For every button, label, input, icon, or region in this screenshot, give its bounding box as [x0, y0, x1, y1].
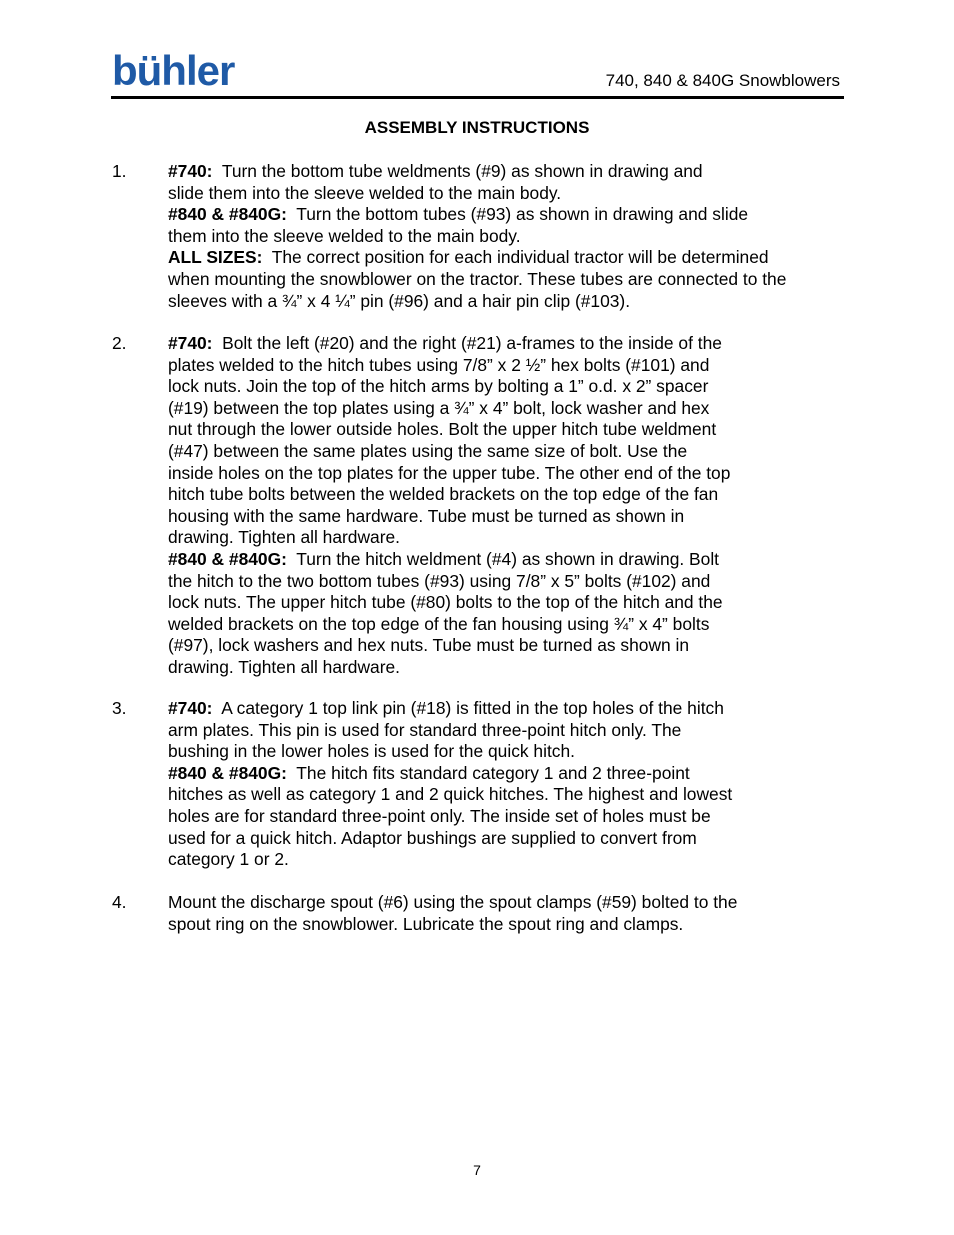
instruction-line — [168, 741, 848, 763]
line-text: hitch tube bolts between the welded brackets on the top edge of the fan — [168, 484, 719, 505]
line-text: lock nuts. The upper hitch tube (#80) bolts to the top of the hitch and the — [168, 592, 723, 613]
line-text: nut through the lower outside holes. Bolt the upper hitch tube weldment — [168, 419, 717, 440]
instruction-line — [168, 484, 848, 506]
instruction-line — [168, 571, 848, 593]
instruction-body — [168, 892, 848, 935]
line-text: The hitch fits standard category 1 and 2 three-point — [296, 762, 690, 783]
line-text: slide them into the sleeve welded to the main body. — [168, 182, 562, 203]
instruction-line — [168, 784, 848, 806]
instruction-line — [168, 698, 848, 720]
model-label: #840 & #840G: — [168, 762, 287, 783]
header-divider — [111, 96, 844, 99]
model-label: #840 & #840G: — [168, 548, 287, 569]
instruction-line — [168, 333, 848, 355]
instruction-line — [168, 635, 848, 657]
product-line-header: 740, 840 & 840G Snowblowers — [605, 71, 840, 90]
model-label: ALL SIZES: — [168, 247, 263, 268]
instruction-number: 4. — [112, 892, 127, 912]
instruction-body — [168, 698, 848, 871]
line-text: hitches as well as category 1 and 2 quick hitches. The highest and lowest — [168, 784, 733, 805]
instruction-number: 1. — [112, 161, 127, 181]
instruction-body — [168, 333, 848, 679]
line-text: category 1 or 2. — [168, 849, 289, 870]
model-label: #840 & #840G: — [168, 204, 287, 225]
model-label: #740: — [168, 698, 213, 718]
page-title: ASSEMBLY INSTRUCTIONS — [364, 118, 590, 137]
line-text: bushing in the lower holes is used for the quick hitch. — [168, 741, 575, 762]
instruction-line — [168, 549, 848, 571]
instruction-line — [168, 441, 848, 463]
instruction-line — [168, 849, 848, 871]
line-text: arm plates. This pin is used for standard three-point hitch only. The — [168, 719, 682, 740]
instruction-line — [168, 506, 848, 528]
page-number: 7 — [473, 1162, 481, 1178]
line-text: drawing. Tighten all hardware. — [168, 527, 401, 548]
line-text: Bolt the left (#20) and the right (#21) a-frames to the inside of the — [222, 333, 722, 353]
instruction-line — [168, 355, 848, 377]
line-text: The correct position for each individual tractor will be determined — [271, 247, 769, 268]
instruction-line — [168, 161, 848, 183]
instruction-line — [168, 269, 848, 291]
line-text: sleeves with a ¾” x 4 ¼” pin (#96) and a hair pin clip (#103). — [168, 290, 631, 311]
line-text: inside holes on the top plates for the upper tube. The other end of the top — [168, 462, 731, 483]
buhler-logo: bühler — [112, 47, 235, 94]
model-label: #740: — [168, 333, 213, 353]
line-text: them into the sleeve welded to the main body. — [168, 225, 521, 246]
line-text: (#47) between the same plates using the same size of bolt. Use the — [168, 440, 688, 461]
model-label: #740: — [168, 161, 213, 181]
instruction-line — [168, 463, 848, 485]
instruction-line — [168, 828, 848, 850]
instruction-line — [168, 247, 848, 269]
line-text: Turn the hitch weldment (#4) as shown in drawing. Bolt — [296, 548, 720, 569]
instruction-line — [168, 183, 848, 205]
line-text: A category 1 top link pin (#18) is fitted in the top holes of the hitch — [221, 698, 724, 718]
line-text: Mount the discharge spout (#6) using the spout clamps (#59) bolted to the — [168, 892, 738, 912]
instruction-line — [168, 592, 848, 614]
instruction-body — [168, 161, 848, 312]
line-text: housing with the same hardware. Tube must be turned as shown in — [168, 505, 685, 526]
instruction-line — [168, 419, 848, 441]
line-text: drawing. Tighten all hardware. — [168, 656, 401, 677]
line-text: spout ring on the snowblower. Lubricate the spout ring and clamps. — [168, 913, 684, 934]
line-text: (#97), lock washers and hex nuts. Tube must be turned as shown in — [168, 635, 690, 656]
instruction-line — [168, 527, 848, 549]
instruction-line — [168, 204, 848, 226]
line-text: welded brackets on the top edge of the fan housing using ¾” x 4” bolts — [168, 613, 710, 634]
instruction-line — [168, 614, 848, 636]
instruction-number: 3. — [112, 698, 127, 718]
line-text: (#19) between the top plates using a ¾” x 4” bolt, lock washer and hex — [168, 397, 710, 418]
line-text: Turn the bottom tube weldments (#9) as shown in drawing and — [221, 161, 703, 181]
instruction-line — [168, 914, 848, 936]
line-text: lock nuts. Join the top of the hitch arms by bolting a 1” o.d. x 2” spacer — [168, 376, 709, 397]
instruction-line — [168, 657, 848, 679]
line-text: when mounting the snowblower on the tractor. These tubes are connected to the — [168, 268, 787, 289]
line-text: holes are for standard three-point only. The inside set of holes must be — [168, 805, 711, 826]
instruction-line — [168, 226, 848, 248]
instruction-number: 2. — [112, 333, 127, 353]
line-text: the hitch to the two bottom tubes (#93) using 7/8” x 5” bolts (#102) and — [168, 570, 711, 591]
instruction-line — [168, 291, 848, 313]
instruction-line — [168, 376, 848, 398]
line-text: Turn the bottom tubes (#93) as shown in drawing and slide — [296, 204, 749, 225]
instruction-line — [168, 806, 848, 828]
line-text: used for a quick hitch. Adaptor bushings are supplied to convert from — [168, 827, 697, 848]
instruction-line — [168, 763, 848, 785]
instruction-line — [168, 892, 848, 914]
line-text: plates welded to the hitch tubes using 7/8” x 2 ½” hex bolts (#101) and — [168, 354, 710, 375]
instruction-line — [168, 720, 848, 742]
instruction-line — [168, 398, 848, 420]
